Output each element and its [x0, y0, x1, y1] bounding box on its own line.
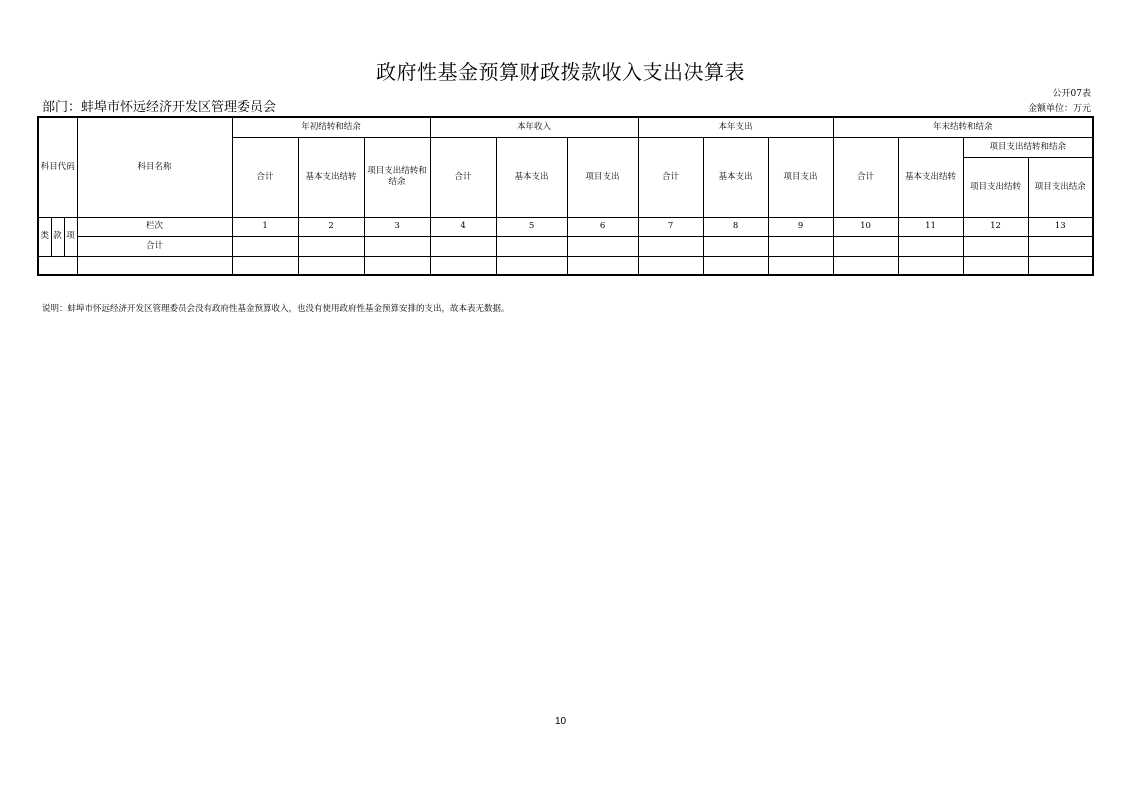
lanci-cell: 2 [298, 217, 364, 236]
lanci-cell: 9 [768, 217, 833, 236]
lanci-cell: 4 [430, 217, 496, 236]
code-lei: 类 [38, 217, 51, 256]
table-cell [364, 236, 430, 256]
table-code: 公开07表 [1052, 89, 1091, 99]
table-cell [1028, 236, 1093, 256]
begin-project-carry-header: 项目支出结转和结余 [364, 137, 430, 217]
expense-project-header: 项目支出 [768, 137, 833, 217]
lanci-cell: 5 [496, 217, 567, 236]
table-cell [430, 256, 496, 275]
lanci-cell: 11 [898, 217, 963, 236]
table-cell [496, 236, 567, 256]
begin-basic-carry-header: 基本支出结转 [298, 137, 364, 217]
begin-total-header: 合计 [232, 137, 298, 217]
end-project-carry-header: 项目支出结转 [963, 157, 1028, 217]
table-cell [1028, 256, 1093, 275]
lanci-cell: 7 [638, 217, 703, 236]
end-project-balance-header: 项目支出结余 [1028, 157, 1093, 217]
table-cell [298, 256, 364, 275]
table-cell [232, 236, 298, 256]
table-cell [38, 256, 77, 275]
table-cell [232, 256, 298, 275]
explanation-note: 说明：蚌埠市怀远经济开发区管理委员会没有政府性基金预算收入，也没有使用政府性基金预算安排的支出，故本表无数据。 [42, 304, 510, 314]
lanci-cell: 6 [567, 217, 638, 236]
department-label: 部门：蚌埠市怀远经济开发区管理委员会 [42, 100, 277, 115]
group-expense-header: 本年支出 [638, 117, 833, 137]
page-number: 10 [554, 716, 567, 727]
income-project-header: 项目支出 [567, 137, 638, 217]
lanci-cell: 3 [364, 217, 430, 236]
lanci-cell: 10 [833, 217, 898, 236]
table-cell [496, 256, 567, 275]
income-basic-header: 基本支出 [496, 137, 567, 217]
lanci-cell: 12 [963, 217, 1028, 236]
table-cell [898, 256, 963, 275]
table-cell [898, 236, 963, 256]
expense-basic-header: 基本支出 [703, 137, 768, 217]
total-row-label: 合计 [77, 236, 232, 256]
end-basic-carry-header: 基本支出结转 [898, 137, 963, 217]
table-cell [963, 236, 1028, 256]
table-cell [963, 256, 1028, 275]
subject-code-header: 科目代码 [38, 117, 77, 217]
table-cell [567, 236, 638, 256]
table-cell [77, 256, 232, 275]
table-cell [833, 256, 898, 275]
table-cell [364, 256, 430, 275]
table-cell [768, 236, 833, 256]
table-cell [768, 256, 833, 275]
expense-total-header: 合计 [638, 137, 703, 217]
income-total-header: 合计 [430, 137, 496, 217]
group-begin-header: 年初结转和结余 [232, 117, 430, 137]
subject-name-header: 科目名称 [77, 117, 232, 217]
code-kuan: 款 [51, 217, 64, 256]
group-end-header: 年末结转和结余 [833, 117, 1093, 137]
table-cell [567, 256, 638, 275]
table-cell [430, 236, 496, 256]
unit-label: 金额单位：万元 [1027, 104, 1091, 114]
table-cell [703, 236, 768, 256]
end-total-header: 合计 [833, 137, 898, 217]
report-title: 政府性基金预算财政拨款收入支出决算表 [376, 60, 745, 84]
table-cell [703, 256, 768, 275]
code-xiang: 项 [64, 217, 77, 256]
table-cell [298, 236, 364, 256]
budget-table [37, 116, 1094, 276]
table-cell [638, 256, 703, 275]
lanci-cell: 1 [232, 217, 298, 236]
table-cell [833, 236, 898, 256]
lanci-cell: 13 [1028, 217, 1093, 236]
lanci-cell: 8 [703, 217, 768, 236]
group-income-header: 本年收入 [430, 117, 638, 137]
end-project-group-header: 项目支出结转和结余 [963, 137, 1093, 157]
lanci-label: 栏次 [77, 217, 232, 236]
table-cell [638, 236, 703, 256]
